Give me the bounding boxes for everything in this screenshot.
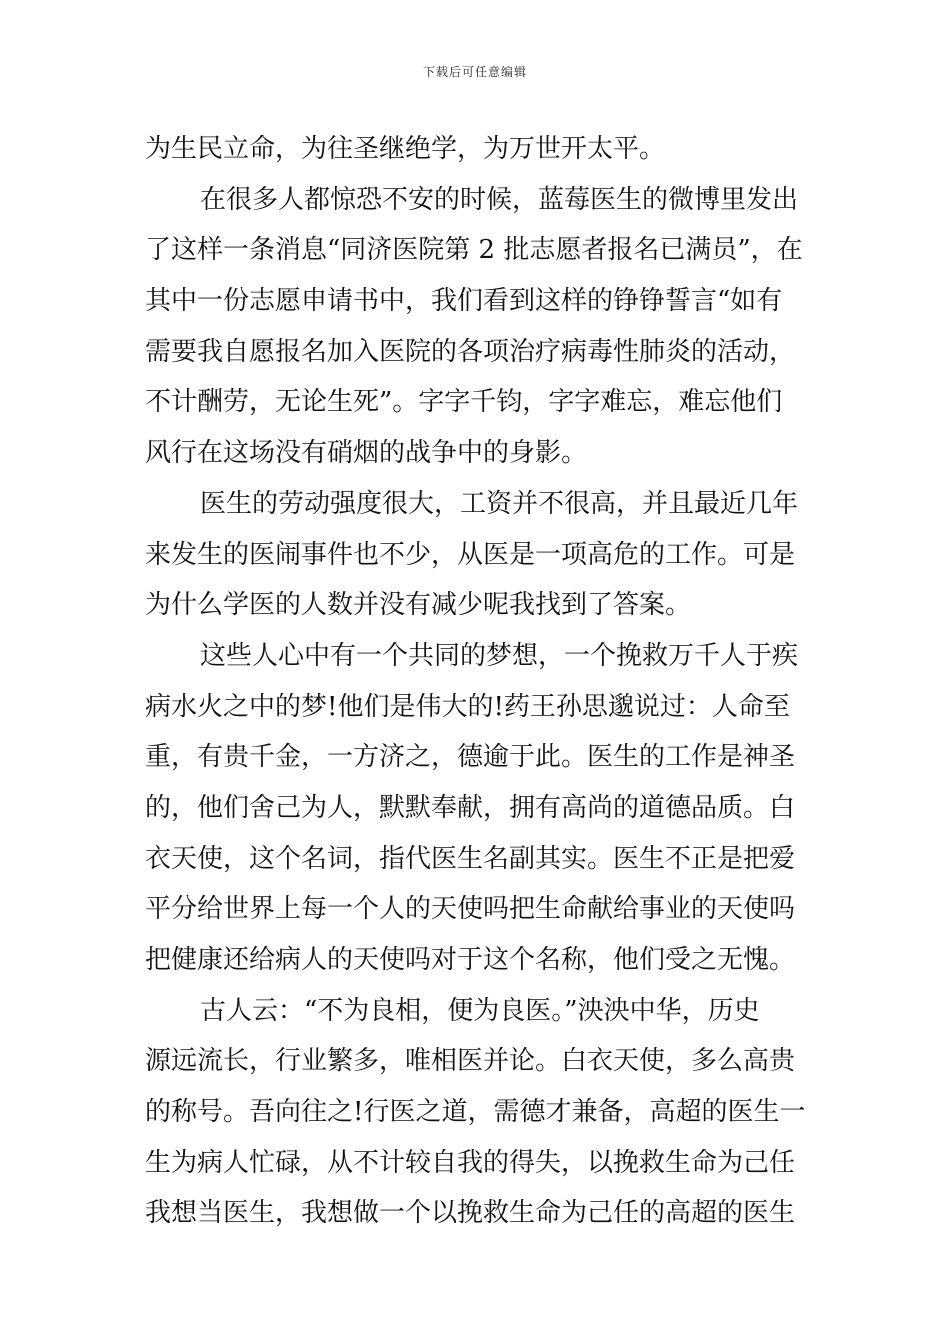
text-line: 平分给世界上每一个人的天使吗把生命献给事业的天使吗 [145,894,796,925]
text-line: 了这样一条消息“同济医院第 2 批志愿者报名已满员”，在 [145,235,803,266]
text-line: 风行在这场没有硝烟的战争中的身影。 [145,438,588,469]
text-line: 为生民立命，为往圣继绝学，为万世开太平。 [145,134,666,164]
page-header: 下载后可任意编辑 [422,65,527,79]
text-line: 这些人心中有一个共同的梦想，一个挽救万千人于疾 [200,640,799,671]
text-line: 生为病人忙碌，从不计较自我的得失，以挽救生命为己任 [145,1147,796,1178]
text-line: 其中一份志愿申请书中，我们看到这样的铮铮誓言“如有 [145,286,783,317]
text-line: 为什么学医的人数并没有减少呢我找到了答案。 [145,590,692,621]
text-line: 的，他们舍己为人，默默奉献，拥有高尚的道德品质。白 [145,792,796,823]
document-body [145,124,809,1239]
text-line: 医生的劳动强度很大，工资并不很高，并且最近几年 [200,488,799,519]
text-line: 的称号。吾向往之!行医之道，需德才兼备，高超的医生一 [145,1097,806,1128]
text-line: 病水火之中的梦!他们是伟大的!药王孙思邈说过：人命至 [145,691,790,722]
text-line: 古人云：“不为良相，便为良医。”泱泱中华，历史 [200,995,760,1026]
text-line: 源远流长，行业繁多，唯相医并论。白衣天使，多么高贵 [145,1046,796,1077]
text-line: 来发生的医闹事件也不少，从医是一项高危的工作。可是 [145,539,796,570]
text-line: 重，有贵千金，一方济之，德逾于此。医生的工作是神圣 [145,742,796,773]
text-line: 需要我自愿报名加入医院的各项治疗病毒性肺炎的活动， [145,336,796,367]
text-line: 我想当医生，我想做一个以挽救生命为己任的高超的医生 [145,1198,796,1229]
text-line: 把健康还给病人的天使吗对于这个名称，他们受之无愧。 [145,945,796,975]
text-line: 衣天使，这个名词，指代医生名副其实。医生不正是把爱 [145,843,796,874]
text-line: 不计酬劳，无论生死”。字字千钧，字字难忘，难忘他们 [145,387,783,418]
text-line: 在很多人都惊恐不安的时候，蓝莓医生的微博里发出 [200,184,799,215]
